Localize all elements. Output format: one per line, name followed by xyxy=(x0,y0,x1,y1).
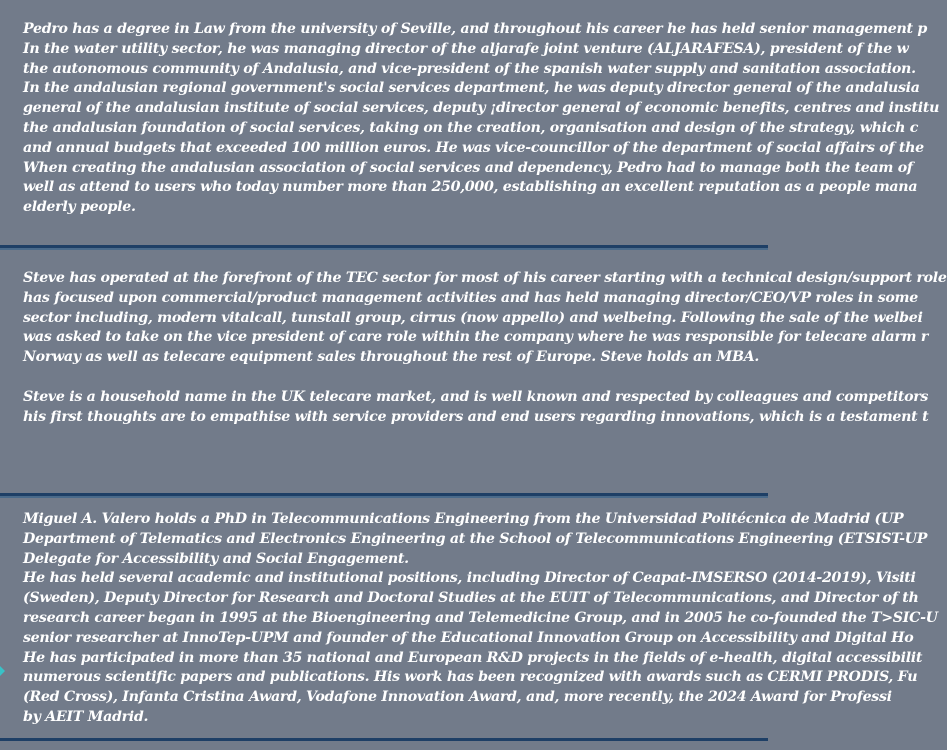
bio-line: elderly people. xyxy=(23,199,136,216)
bio-line: research career began in 1995 at the Bioengineering and Telemedicine Group, and in 2005 he co-founded the T>SIC-U xyxy=(23,609,938,626)
carousel-arrow-icon[interactable] xyxy=(0,662,5,680)
bio-panel-miguel xyxy=(0,496,938,741)
bio-line: sector including, modern vitalcall, tunstall group, cirrus (now appello) and welbeing. Following the sale of the welbei xyxy=(23,309,923,326)
bio-line: was asked to take on the vice president of care role within the company where he was responsible for telecare alarm r xyxy=(23,329,929,346)
bio-panel-pedro xyxy=(0,0,940,248)
bio-line: the andalusian foundation of social services, taking on the creation, organisation and design of the strategy, which c xyxy=(23,119,919,136)
bio-line: (Sweden), Deputy Director for Research and Doctoral Studies at the EUIT of Telecommunications, and Director of th xyxy=(23,590,919,607)
bio-line: and annual budgets that exceeded 100 million euros. He was vice-councillor of the department of social affairs of the xyxy=(23,139,924,156)
bio-line: Pedro has a degree in Law from the university of Seville, and throughout his career he has held senior management p xyxy=(23,21,928,37)
bio-line: Delegate for Accessibility and Social Engagement. xyxy=(23,550,409,567)
bio-line: In the water utility sector, he was managing director of the aljarafe joint venture (ALJARAFESA), president of the w xyxy=(23,40,909,57)
bio-line: When creating the andalusian association of social services and dependency, Pedro had to manage both the team of xyxy=(23,159,913,176)
bio-panel-steve xyxy=(0,248,947,496)
bio-line: Miguel A. Valero holds a PhD in Telecommunications Engineering from the Universidad Politécnica de Madrid (UP xyxy=(23,511,904,527)
bio-text-miguel xyxy=(23,510,938,728)
bio-line: by AEIT Madrid. xyxy=(23,708,149,725)
bio-line: his first thoughts are to empathise with service providers and end users regarding innovations, which is a testament t xyxy=(23,408,929,425)
bio-line: He has participated in more than 35 national and European R&D projects in the fields of e-health, digital accessibilit xyxy=(23,649,923,666)
bio-line: He has held several academic and institutional positions, including Director of Ceapat-IMSERSO (2014-2019), Visiti xyxy=(23,570,916,587)
paragraph-gap xyxy=(23,368,947,388)
bio-line: numerous scientific papers and publications. His work has been recognized with awards such as CERMI PRODIS, Fu xyxy=(23,669,918,686)
bio-line: well as attend to users who today number more than 250,000, establishing an excellent reputation as a people mana xyxy=(23,179,918,196)
bio-line: senior researcher at InnoTep-UPM and founder of the Educational Innovation Group on Accessibility and Digital Ho xyxy=(23,629,914,646)
bio-line: Department of Telematics and Electronics Engineering at the School of Telecommunications Engineering (ETSIST-UP xyxy=(23,530,928,547)
bio-text-pedro xyxy=(23,20,939,218)
bio-line: Norway as well as telecare equipment sales throughout the rest of Europe. Steve holds an MBA. xyxy=(23,349,759,366)
bio-line: Steve is a household name in the UK telecare market, and is well known and respected by colleagues and competitors xyxy=(23,388,929,405)
bio-line: the autonomous community of Andalusia, and vice-president of the spanish water supply and sanitation association. xyxy=(23,60,916,77)
bio-line: (Red Cross), Infanta Cristina Award, Vodafone Innovation Award, and, more recently, the 2024 Award for Professi xyxy=(23,689,892,706)
bio-line: Steve has operated at the forefront of the TEC sector for most of his career starting with a technical design/support role xyxy=(23,270,947,286)
bio-line: has focused upon commercial/product management activities and has held managing director/CEO/VP roles in some xyxy=(23,289,918,306)
bio-line: general of the andalusian institute of social services, deputy ¡director general of economic benefits, centres and institu xyxy=(23,100,940,117)
bio-line: In the andalusian regional government's social services department, he was deputy director general of the andalusia xyxy=(23,80,920,97)
bio-text-steve xyxy=(23,269,947,427)
